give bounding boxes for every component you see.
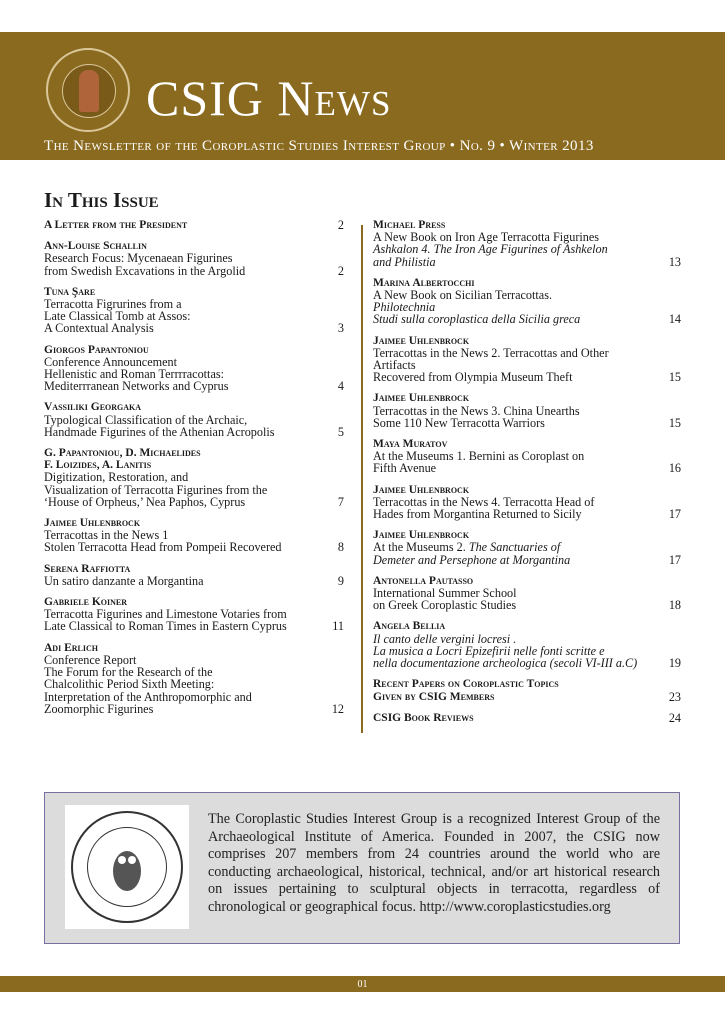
- toc-title-line-italic: Demeter and Persephone at Morgantina: [373, 552, 571, 567]
- toc-page-number: 16: [668, 461, 681, 476]
- toc-title-line: Visualization of Terracotta Figurines from the: [44, 482, 268, 497]
- toc-title-line: [373, 541, 645, 553]
- toc-title-line: Interpretation of the Anthropomorphic and: [44, 689, 252, 704]
- toc-page-number: 3: [337, 321, 344, 336]
- toc-author: Antonella Pautasso: [373, 574, 474, 587]
- toc-title-line: on Greek Coroplastic Studies: [373, 598, 517, 613]
- about-text: The Coroplastic Studies Interest Group is a recognized Interest Group of the Archaeological Institute of America. Founded in 2007, the CSIG now comprises 207 members from 24 countries around the world who are conducting archaeological, historical, technical, and/or art historical research on issues pertaining to sculptural objects in terracotta, regardless of chronological or geographical focus. http://www.coroplasticstudies.org: [208, 811, 660, 915]
- toc-author: Adi Erlich: [44, 641, 98, 654]
- toc-entry[interactable]: [44, 219, 344, 231]
- toc-left-column: [44, 219, 344, 724]
- toc-author: Marina Albertocchi: [373, 276, 475, 289]
- about-box: [44, 792, 680, 944]
- toc-title-line: Hades from Morgantina Returned to Sicily: [373, 507, 582, 522]
- toc-title-line: Chalcolithic Period Sixth Meeting:: [44, 677, 215, 692]
- toc-title-line: Un satiro danzante a Morgantina: [44, 573, 204, 588]
- toc-title-line: Fifth Avenue: [373, 461, 437, 476]
- toc-title-line: International Summer School: [373, 586, 517, 601]
- column-divider: [361, 225, 363, 733]
- toc-title-line-italic: and Philistia: [373, 254, 436, 269]
- toc-entry[interactable]: [44, 401, 344, 438]
- toc-page-number: 2: [337, 263, 344, 278]
- toc-author: A Letter from the President: [44, 219, 188, 231]
- toc-author: Maya Muratov: [373, 438, 448, 451]
- toc-title-line: Hellenistic and Roman Terrrracottas:: [44, 367, 224, 382]
- toc-entry[interactable]: [373, 712, 681, 724]
- toc-entry[interactable]: [373, 335, 681, 384]
- toc-title-line: Late Classical Tomb at Assos:: [44, 309, 191, 324]
- toc-title-line: Late Classical to Roman Times in Eastern Cyprus: [44, 619, 287, 634]
- toc-page-number: 24: [668, 710, 681, 725]
- toc-title-line: Terracottas in the News 2. Terracottas and Other Artifacts: [373, 345, 609, 373]
- toc-title-line: Mediterrranean Networks and Cyprus: [44, 379, 229, 394]
- toc-page-number: 2: [337, 218, 344, 232]
- toc-title-line: Terracotta Figurines and Limestone Votaries from: [44, 607, 287, 622]
- toc-title-line: Typological Classification of the Archaic,: [44, 412, 248, 427]
- toc-title-line: Some 110 New Terracotta Warriors: [373, 415, 545, 430]
- toc-entry[interactable]: [373, 575, 681, 612]
- toc-entry[interactable]: [44, 642, 344, 715]
- toc-author-secondary: Given by CSIG Members: [373, 690, 495, 703]
- toc-entry[interactable]: [373, 678, 681, 702]
- toc-title-line-italic: nella documentazione archeologica (secoli VI-III a.C): [373, 656, 638, 671]
- toc-page-number: 15: [668, 370, 681, 385]
- page-number: 01: [357, 979, 368, 990]
- toc-page-number: 15: [668, 415, 681, 430]
- toc-entry[interactable]: [373, 620, 681, 669]
- toc-author: Ann-Louise Schallin: [44, 240, 147, 253]
- toc-title-line-italic: La musica a Locri Epizefirii nelle fonti scritte e: [373, 643, 605, 658]
- toc-title-line-italic: Ashkalon 4. The Iron Age Figurines of Ashkelon: [373, 242, 608, 257]
- toc-author: Jaimee Uhlenbrock: [373, 392, 470, 405]
- toc-author: Angela Bellia: [373, 620, 446, 633]
- toc-entry[interactable]: [373, 219, 681, 268]
- toc-title-line: Terracotta Figrurines from a: [44, 297, 182, 312]
- toc-title-line: Recovered from Olympia Museum Theft: [373, 370, 573, 385]
- toc-title-line-italic: Il canto delle vergini locresi .: [373, 631, 517, 646]
- toc-title-line: Terracottas in the News 1: [44, 528, 169, 543]
- toc-title-line: from Swedish Excavations in the Argolid: [44, 263, 246, 278]
- toc-page-number: 18: [668, 598, 681, 613]
- toc-entry[interactable]: [44, 286, 344, 335]
- newsletter-subtitle: The Newsletter of the Coroplastic Studies Interest Group • No. 9 • Winter 2013: [44, 138, 594, 154]
- toc-entry[interactable]: [373, 438, 681, 475]
- toc-title-line: A Contextual Analysis: [44, 321, 154, 336]
- toc-page-number: 12: [331, 701, 344, 716]
- toc-page-number: 4: [337, 379, 344, 394]
- newsletter-title: CSIG News: [146, 70, 392, 126]
- toc-author: Jaimee Uhlenbrock: [44, 517, 141, 530]
- toc-page-number: 8: [337, 540, 344, 555]
- toc-author: Serena Raffiotta: [44, 562, 131, 575]
- terracotta-figure-icon: [79, 70, 99, 112]
- toc-entry[interactable]: [44, 563, 344, 587]
- toc-author: Jaimee Uhlenbrock: [373, 529, 470, 542]
- toc-author: Gabriele Koiner: [44, 596, 128, 609]
- toc-title-line: A New Book on Sicilian Terracottas.: [373, 288, 552, 303]
- toc-title-italic: The Sanctuaries of: [468, 540, 561, 555]
- toc-title-line: Digitization, Restoration, and: [44, 470, 189, 485]
- toc-title-line: A New Book on Iron Age Terracotta Figurines: [373, 230, 600, 245]
- toc-page-number: 19: [668, 656, 681, 671]
- toc-page-number: 23: [668, 689, 681, 704]
- toc-page-number: 7: [337, 494, 344, 509]
- toc-title-line: At the Museums 1. Bernini as Coroplast on: [373, 449, 585, 464]
- toc-author: Michael Press: [373, 219, 446, 231]
- toc-title-line-italic: Studi sulla coroplastica della Sicilia greca: [373, 312, 581, 327]
- toc-page-number: 13: [668, 254, 681, 269]
- toc-author: Tuna Şare: [44, 285, 96, 298]
- toc-entry[interactable]: [44, 344, 344, 393]
- toc-author: Recent Papers on Coroplastic Topics: [373, 678, 559, 691]
- toc-author: CSIG Book Reviews: [373, 711, 474, 724]
- toc-page-number: 11: [332, 619, 344, 634]
- toc-page-number: 5: [337, 424, 344, 439]
- aia-seal-logo: [65, 805, 189, 929]
- toc-entry[interactable]: [44, 240, 344, 277]
- toc-title-line: The Forum for the Research of the: [44, 665, 213, 680]
- toc-title-text: At the Museums 2.: [373, 540, 466, 555]
- toc-title-line: Terracottas in the News 3. China Unearths: [373, 403, 580, 418]
- toc-entry[interactable]: [373, 392, 681, 429]
- toc-title-line: Terracottas in the News 4. Terracotta Head of: [373, 494, 595, 509]
- toc-entry[interactable]: [44, 447, 344, 508]
- toc-entry[interactable]: [44, 517, 344, 554]
- toc-author-secondary: F. Loizides, A. Lanitis: [44, 459, 152, 472]
- toc-author: Jaimee Uhlenbrock: [373, 334, 470, 347]
- toc-page-number: 9: [337, 573, 344, 588]
- toc-title-line: ‘House of Orpheus,’ Nea Paphos, Cyprus: [44, 494, 246, 509]
- toc-entry[interactable]: [373, 484, 681, 521]
- toc-title-line: Stolen Terracotta Head from Pompeii Recovered: [44, 540, 282, 555]
- toc-page-number: 17: [668, 507, 681, 522]
- toc-entry[interactable]: [373, 277, 681, 326]
- toc-heading: In This Issue: [44, 188, 159, 212]
- toc-title-line: Conference Announcement: [44, 354, 177, 369]
- csig-logo: [46, 48, 130, 132]
- toc-author: G. Papantoniou, D. Michaelides: [44, 447, 201, 460]
- toc-page-number: 14: [668, 312, 681, 327]
- toc-page-number: 17: [668, 552, 681, 567]
- owl-icon: [65, 805, 189, 929]
- toc-author: Giorgos Papantoniou: [44, 343, 149, 356]
- toc-title-line: Research Focus: Mycenaean Figurines: [44, 251, 233, 266]
- toc-right-column: [373, 219, 681, 733]
- toc-title-line: Conference Report: [44, 652, 137, 667]
- toc-title-line: Handmade Figurines of the Athenian Acropolis: [44, 424, 275, 439]
- toc-author: Vassiliki Georgaka: [44, 401, 142, 414]
- toc-entry[interactable]: [373, 529, 681, 566]
- toc-author: Jaimee Uhlenbrock: [373, 483, 470, 496]
- toc-entry[interactable]: [44, 596, 344, 633]
- toc-title-line-italic: Philotechnia: [373, 300, 436, 315]
- toc-title-line: Zoomorphic Figurines: [44, 701, 154, 716]
